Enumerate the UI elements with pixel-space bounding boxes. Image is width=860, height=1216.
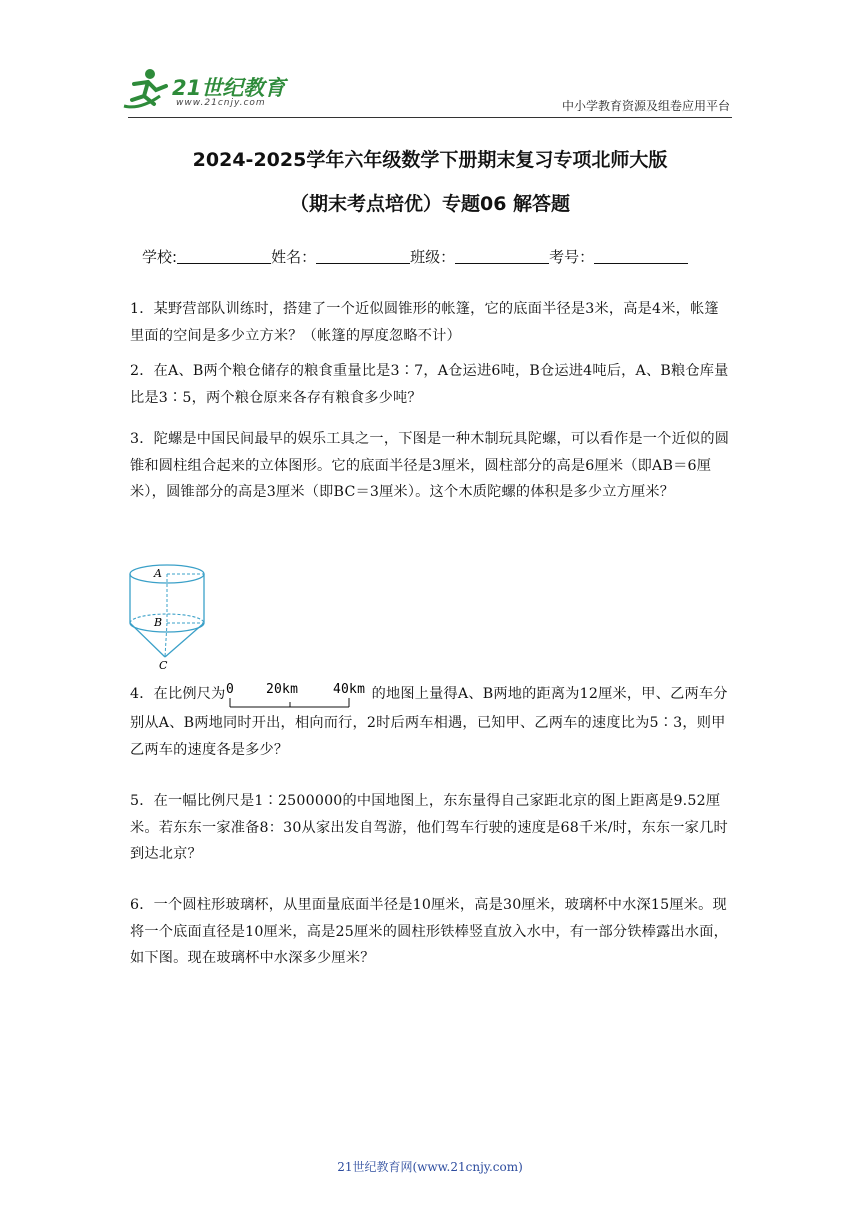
page-footer: 21世纪教育网(www.21cnjy.com) [337,1160,523,1174]
scale-label-mid: 20km [265,682,298,697]
school-field[interactable] [177,249,271,264]
page-title: 2024-2025学年六年级数学下册期末复习专项北师大版 [192,149,668,171]
logo-url: www.21cnjy.com [176,98,266,108]
logo-text: 21世纪教育 [172,76,286,100]
question-4 [130,680,730,763]
exam-number-field[interactable] [594,249,688,264]
question-1: 1．某野营部队训练时，搭建了一个近似圆锥形的帐篷，它的底面半径是3米，高是4米，帐篷里面的空间是多少立方米？（帐篷的厚度忽略不计） [130,301,719,344]
question-4-text-end: 的地图上量得A、B两地的距离为12厘米，甲、乙两车分别从A、B两地同时开出，相向而行，2时后两车相遇，已知甲、乙两车的速度比为5∶3，则甲乙两车的速度各是多少？ [130,686,728,758]
class-label: 班级： [410,248,456,266]
question-6: 6．一个圆柱形玻璃杯，从里面量底面半径是10厘米，高是30厘米，玻璃杯中水深15厘米。现将一个底面直径是10厘米，高是25厘米的圆柱形铁棒竖直放入水中，有一部分铁棒露出水面，如下图。现在玻璃杯中水深多少厘米？ [130,897,729,966]
label-c: C [159,659,168,672]
question-2: 2．在A、B两个粮仓储存的粮食重量比是3∶7，A仓运进6吨，B仓运进4吨后，A、B粮仓库量比是3∶5，两个粮仓原来各存有粮食多少吨？ [130,363,729,406]
school-label: 学校: [142,248,178,266]
label-b: B [154,616,163,629]
page-subtitle: （期末考点培优）专题06 解答题 [289,193,571,215]
student-info-row [142,246,688,267]
spinning-top-diagram [125,560,215,672]
platform-name: 中小学教育资源及组卷应用平台 [561,99,730,113]
exam-number-label: 考号： [549,248,595,266]
spinning-top-figure [125,560,215,672]
logo [120,66,300,120]
runner-logo-icon [120,66,176,116]
scale-label-zero: 0 [225,682,234,697]
scale-bar-graphic [226,680,372,710]
question-3: 3．陀螺是中国民间最早的娱乐工具之一，下图是一种木制玩具陀螺，可以看作是一个近似的圆锥和圆柱组合起来的立体图形。它的底面半径是3厘米，圆柱部分的高是6厘米（即AB＝6厘米），圆锥部分的高是3厘米（即BC＝3厘米）。这个木质陀螺的体积是多少立方厘米？ [130,431,730,500]
name-label: 姓名： [271,248,317,266]
header-divider [128,117,732,118]
page-header [0,0,860,125]
label-a: A [154,567,162,580]
scale-bar [226,680,372,710]
scale-label-end: 40km [332,682,365,697]
question-5: 5．在一幅比例尺是1∶2500000的中国地图上，东东量得自己家距北京的图上距离是9.52厘米。若东东一家准备8：30从家出发自驾游，他们驾车行驶的速度是68千米/时，东东一家几时到达北京？ [130,793,728,862]
name-field[interactable] [316,249,410,264]
class-field[interactable] [455,249,549,264]
question-4-text-start: 4．在比例尺为 [130,686,226,702]
